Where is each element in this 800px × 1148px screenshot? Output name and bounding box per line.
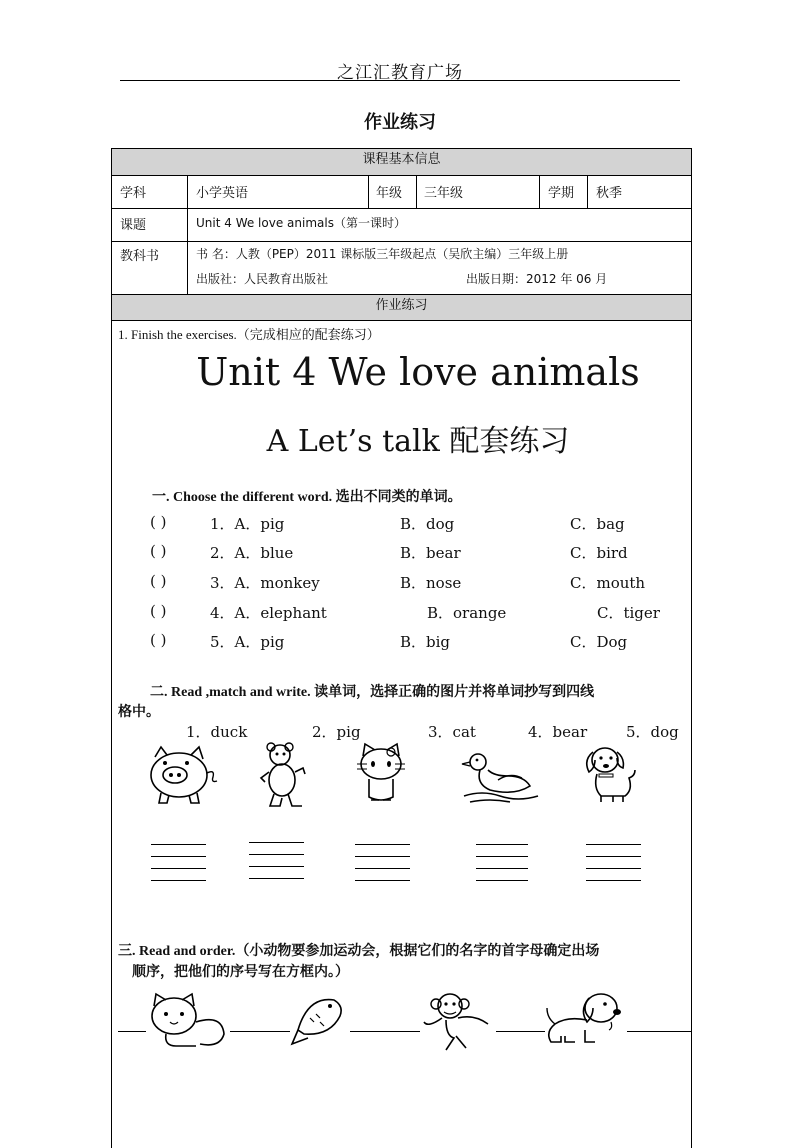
grade-value: 三年级: [424, 186, 464, 201]
part2-heading: 二. Read ,match and write. 读单词，选择正确的图片并将单词抄写到四线: [150, 685, 595, 700]
answer-blank[interactable]: ( ): [150, 572, 167, 590]
duck-picture[interactable]: [462, 752, 542, 806]
subject-value: 小学英语: [196, 186, 249, 201]
word-pig: 2．pig: [312, 723, 361, 741]
answer-blank[interactable]: ( ): [150, 631, 167, 649]
lets-talk-title: A Let’s talk 配套练习: [266, 424, 570, 459]
unit-title: Unit 4 We love animals: [196, 350, 640, 394]
monkey-picture[interactable]: [420, 990, 496, 1052]
word-dog: 5．dog: [626, 723, 679, 741]
instruction-text: 1. Finish the exercises.（完成相应的配套练习）: [118, 327, 380, 342]
divider: [111, 208, 692, 209]
divider: [187, 175, 188, 208]
answer-blank[interactable]: ( ): [150, 513, 167, 531]
option-c: C．tiger: [597, 604, 660, 622]
option-c: C．bird: [570, 544, 628, 562]
divider: [368, 175, 369, 208]
divider: [539, 175, 540, 208]
divider: [111, 175, 692, 176]
fish-picture[interactable]: [290, 990, 350, 1052]
divider: [187, 208, 188, 241]
part2-heading-cont: 格中。: [118, 705, 160, 720]
divider: [587, 175, 588, 208]
dog-picture[interactable]: [583, 744, 635, 806]
divider: [111, 320, 692, 321]
option-b: B．bear: [400, 544, 461, 562]
divider: [416, 175, 417, 208]
publisher: 出版社：人民教育出版社: [196, 272, 329, 286]
cat-picture[interactable]: [146, 992, 230, 1052]
grade-label: 年级: [376, 186, 403, 201]
term-value: 秋季: [596, 186, 623, 201]
option-b: B．orange: [427, 604, 507, 622]
dog-picture[interactable]: [545, 990, 627, 1050]
pig-picture[interactable]: [145, 745, 217, 807]
option-a: 5．A．pig: [210, 633, 285, 651]
option-c: C．Dog: [570, 633, 628, 651]
option-a: 2．A．blue: [210, 544, 294, 562]
answer-blank[interactable]: ( ): [150, 602, 167, 620]
topic-label: 课题: [120, 218, 147, 233]
option-a: 1．A．pig: [210, 515, 285, 533]
header-rule: [120, 80, 680, 81]
site-header: 之江汇教育广场: [337, 63, 463, 83]
term-label: 学期: [548, 186, 575, 201]
word-duck: 1．duck: [186, 723, 248, 741]
section-practice: 作业练习: [112, 295, 691, 320]
cat-picture[interactable]: [353, 744, 409, 808]
option-b: B．nose: [400, 574, 462, 592]
page-title: 作业练习: [364, 112, 436, 133]
word-bear: 4．bear: [528, 723, 588, 741]
option-a: 3．A．monkey: [210, 574, 320, 592]
section-basic-info: 课程基本信息: [112, 149, 691, 175]
bear-picture[interactable]: [258, 742, 308, 810]
subject-label: 学科: [120, 186, 147, 201]
option-b: B．big: [400, 633, 451, 651]
option-c: C．mouth: [570, 574, 646, 592]
part1-heading: 一. Choose the different word. 选出不同类的单词。: [152, 490, 462, 505]
textbook-name: 书 名：人教（PEP）2011 课标版三年级起点（吴欣主编）三年级上册: [196, 247, 569, 261]
option-b: B．dog: [400, 515, 455, 533]
part3-heading: 三. Read and order.（小动物要参加运动会，根据它们的名字的首字母确定出场: [118, 944, 600, 959]
topic-value: Unit 4 We love animals（第一课时）: [196, 216, 406, 230]
option-c: C．bag: [570, 515, 625, 533]
part3-heading-cont: 顺序，把他们的序号写在方框内。）: [132, 965, 349, 980]
divider: [187, 241, 188, 294]
option-a: 4．A．elephant: [210, 604, 327, 622]
textbook-label: 教科书: [120, 249, 160, 264]
divider: [111, 241, 692, 242]
answer-blank[interactable]: ( ): [150, 542, 167, 560]
word-cat: 3．cat: [428, 723, 476, 741]
publish-date: 出版日期：2012 年 06 月: [466, 272, 608, 286]
